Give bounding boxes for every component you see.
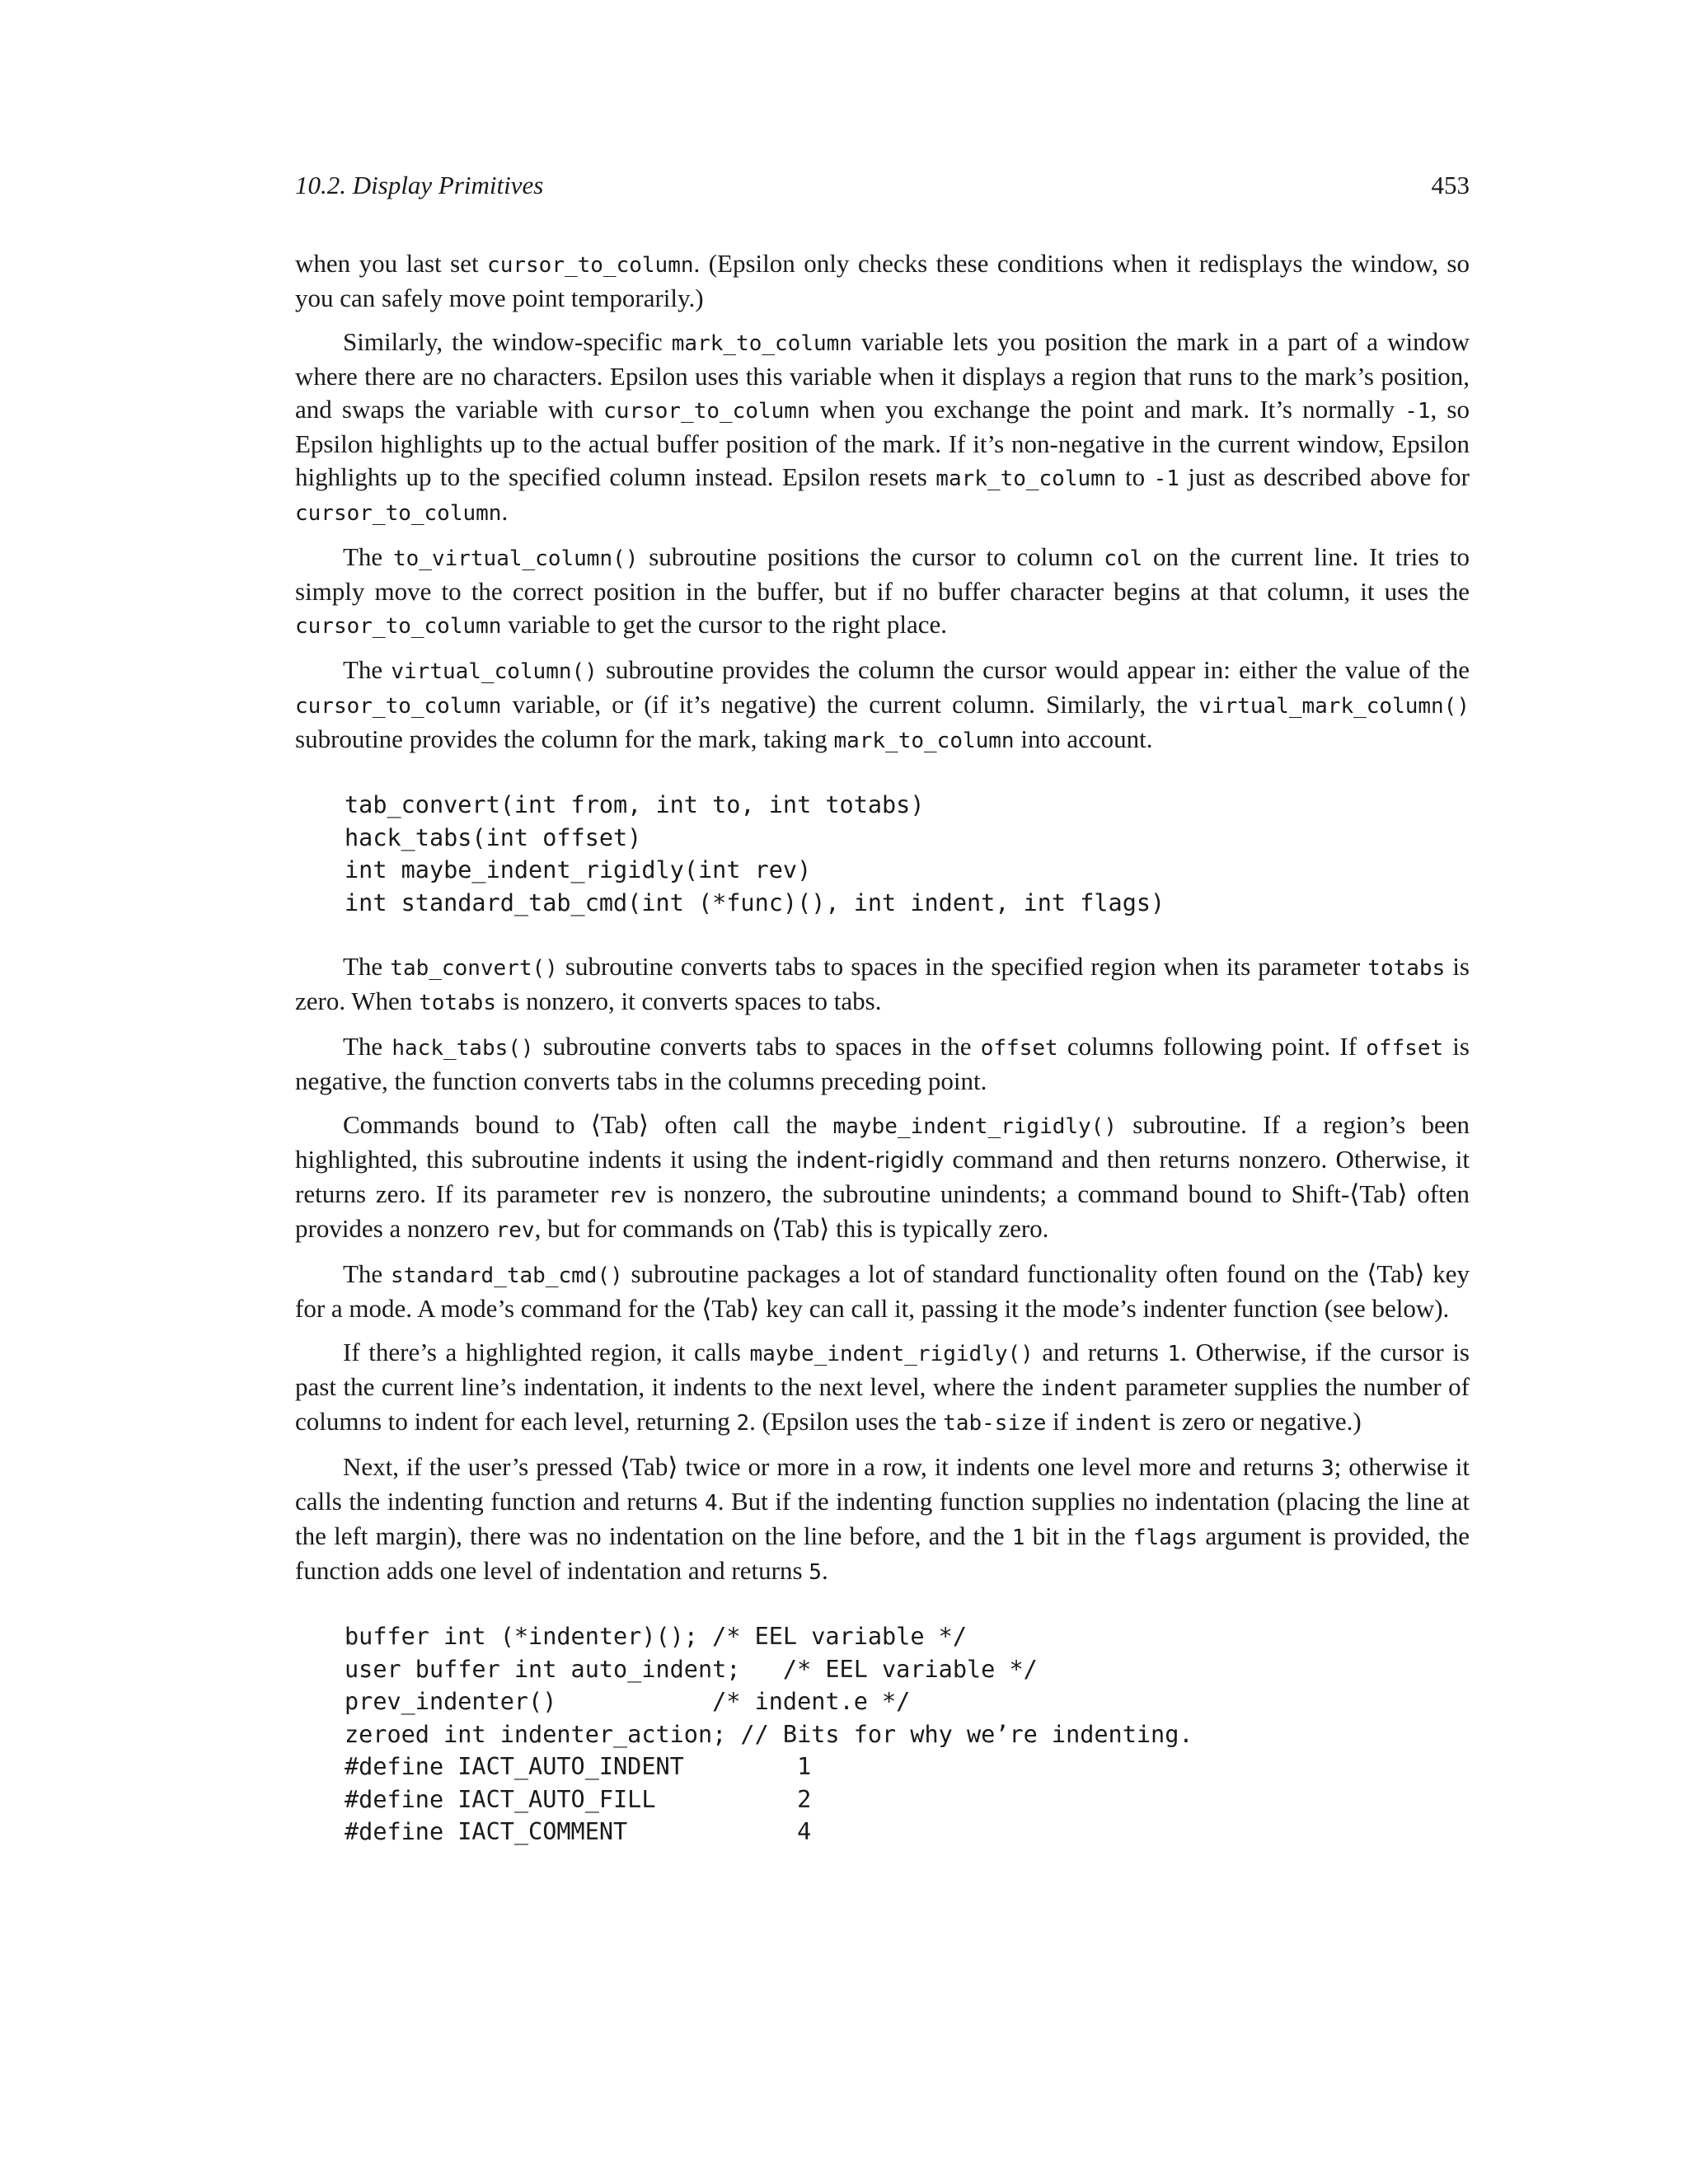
inline-code: rev [607,1183,647,1208]
text-run: . [821,1556,828,1585]
text-run: The [343,952,391,981]
text-run: when you exchange the point and mark. It’s normally [809,395,1405,424]
text-run: , but for commands on ⟨Tab⟩ this is typically zero. [534,1214,1049,1243]
text-run: is negative, the function converts tabs in the columns preceding point. [295,1032,1470,1095]
code-line: #define IACT_COMMENT 4 [345,1818,812,1845]
inline-code: indent [1074,1411,1152,1436]
code-line: tab_convert(int from, int to, int totabs) [345,791,925,818]
inline-code: 1 [1167,1342,1181,1366]
text-run: subroutine positions the cursor to column [638,542,1104,571]
paragraph [295,541,1470,643]
text-run: . Otherwise, if the cursor is past the current line’s indentation, it indents to the next level, where the [295,1338,1470,1401]
text-run: to [1116,462,1154,491]
text-run: subroutine provides the column the cursor would appear in: either the value of the [597,655,1470,684]
inline-code: -1 [1153,466,1179,491]
paragraph [295,950,1470,1019]
command-name: indent-rigidly [795,1148,945,1174]
inline-code: virtual_column() [391,659,598,684]
text-run: into account. [1014,724,1153,753]
text-run: command and then returns nonzero. Otherwise, it returns zero. If its parameter [295,1145,1470,1208]
page-body [295,247,1470,1880]
text-run: is nonzero, it converts spaces to tabs. [495,987,882,1015]
text-run: subroutine converts tabs to spaces in the [533,1032,981,1061]
text-run: variable to get the cursor to the right place. [501,610,948,639]
text-run: parameter supplies the number of columns to indent for each level, returning [295,1372,1470,1436]
inline-code: mark_to_column [671,331,852,356]
code-line: zeroed int indenter_action; // Bits for why we’re indenting. [345,1720,1193,1748]
inline-code: col [1104,546,1143,571]
paragraph [295,326,1470,530]
inline-code: 2 [736,1411,750,1436]
section-title: 10.2. Display Primitives [295,171,544,199]
text-run: is nonzero, the subroutine unindents; a command bound to Shift-⟨Tab⟩ often provides a nonzero [295,1179,1470,1243]
paragraph-group-2 [295,950,1470,1589]
code-block-2 [345,1620,1470,1849]
text-run: is zero. When [295,952,1470,1015]
text-run: The [343,1259,391,1288]
inline-code: tab_convert() [390,956,558,981]
inline-code: 4 [705,1491,718,1516]
inline-code: maybe_indent_rigidly() [832,1114,1117,1139]
inline-code: cursor_to_column [295,694,502,719]
inline-code: mark_to_column [833,729,1015,753]
text-run: subroutine packages a lot of standard functionality often found on the ⟨Tab⟩ key for a mode. A mode’s command for the ⟨Tab⟩ key can call it, passing it the mode’s indenter function (see below). [295,1259,1470,1323]
inline-code: cursor_to_column [603,399,810,424]
code-line: int maybe_indent_rigidly(int rev) [345,856,812,883]
code-line: prev_indenter() /* indent.e */ [345,1688,911,1715]
inline-code: 1 [1011,1526,1025,1550]
inline-code: cursor_to_column [295,501,502,526]
text-run: subroutine converts tabs to spaces in the specified region when its parameter [557,952,1368,981]
text-run: when you last set [295,249,488,278]
inline-code: totabs [419,991,496,1015]
inline-code: cursor_to_column [487,253,694,278]
text-run: . But if the indenting function supplies no indentation (placing the line at the left margin), there was no indentation on the line before, and the [295,1487,1470,1550]
text-run: is zero or negative.) [1151,1407,1362,1436]
inline-code: rev [495,1218,535,1243]
text-run: variable, or (if it’s negative) the current column. Similarly, the [501,690,1199,719]
text-run: just as described above for [1179,462,1470,491]
code-line: user buffer int auto_indent; /* EEL variable */ [345,1655,1038,1683]
code-line: buffer int (*indenter)(); /* EEL variable */ [345,1623,967,1650]
inline-code: virtual_mark_column() [1198,694,1470,719]
inline-code: to_virtual_column() [392,546,639,571]
text-run: subroutine provides the column for the mark, taking [295,724,834,753]
inline-code: mark_to_column [935,466,1117,491]
page-number: 453 [1431,171,1470,199]
inline-code: flags [1132,1526,1198,1550]
code-line: #define IACT_AUTO_INDENT 1 [345,1753,812,1780]
paragraph [295,1258,1470,1325]
code-line: int standard_tab_cmd(int (*func)(), int indent, int flags) [345,888,1165,916]
paragraph [295,1030,1470,1098]
text-run: and returns [1033,1338,1168,1366]
text-run: bit in the [1025,1521,1133,1550]
paragraph [295,247,1470,315]
text-run: If there’s a highlighted region, it calls [343,1338,750,1366]
text-run: on the current line. It tries to simply move to the correct position in the buffer, but if no buffer character begins at that column, it uses the [295,542,1470,606]
inline-code: indent [1040,1376,1118,1401]
text-run: if [1046,1407,1075,1436]
paragraph-group-1 [295,247,1470,757]
inline-code: cursor_to_column [295,614,502,639]
inline-code: 5 [809,1560,822,1585]
paragraph [295,654,1470,757]
text-run: subroutine. If a region’s been highlighted, this subroutine indents it using the [295,1110,1470,1174]
inline-code: offset [980,1036,1058,1061]
text-run: Similarly, the window-specific [343,327,672,356]
inline-code: -1 [1404,399,1431,424]
text-run: ; otherwise it calls the indenting function and returns [295,1452,1470,1516]
text-run: The [343,655,392,684]
inline-code: tab-size [943,1411,1047,1436]
code-block-1 [345,789,1470,919]
paragraph [295,1336,1470,1440]
inline-code: hack_tabs() [392,1036,534,1061]
code-line: hack_tabs(int offset) [345,823,642,851]
text-run: argument is provided, the function adds one level of indentation and returns [295,1521,1470,1585]
text-run: Commands bound to ⟨Tab⟩ often call the [343,1110,833,1139]
text-run: , so Epsilon highlights up to the actual buffer position of the mark. If it’s non-negative in the current window, Epsilon highlights up to the specified column instead. Epsilon resets [295,395,1470,491]
paragraph [295,1451,1470,1589]
inline-code: standard_tab_cmd() [390,1263,623,1288]
paragraph [295,1108,1470,1247]
code-line: #define IACT_AUTO_FILL 2 [345,1785,812,1813]
running-header [295,169,1470,202]
inline-code: offset [1366,1036,1444,1061]
inline-code: maybe_indent_rigidly() [749,1342,1034,1366]
text-run: The [343,542,393,571]
inline-code: totabs [1367,956,1446,981]
text-run: Next, if the user’s pressed ⟨Tab⟩ twice or more in a row, it indents one level more and returns [343,1452,1322,1481]
inline-code: 3 [1321,1456,1334,1481]
text-run: The [343,1032,392,1061]
text-run: variable lets you position the mark in a part of a window where there are no characters. Epsilon uses this variable when it displays a region that runs to the mark’s position, and swaps the variable with [295,327,1470,424]
text-run: . [501,497,509,526]
text-run: . (Epsilon uses the [749,1407,944,1436]
text-run: columns following point. If [1057,1032,1367,1061]
text-run: . (Epsilon only checks these conditions when it redisplays the window, so you can safely move point temporarily.) [295,249,1470,312]
